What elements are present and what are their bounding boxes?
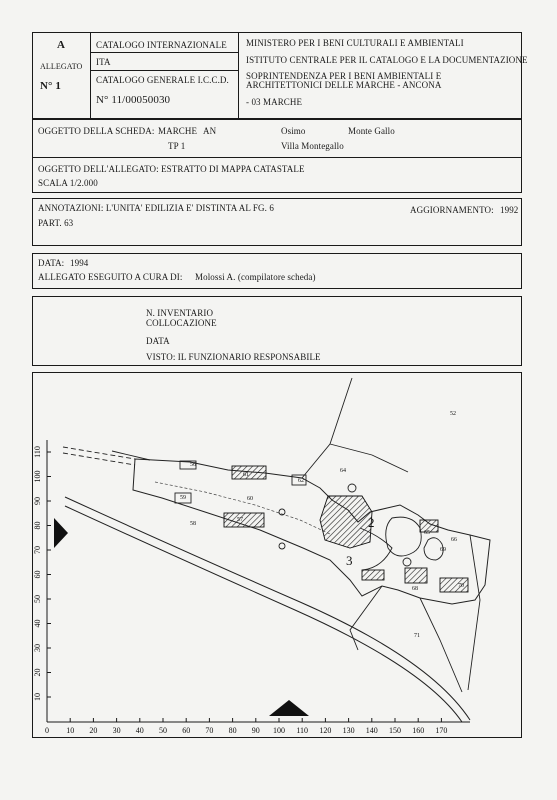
visto-label: VISTO: IL FUNZIONARIO RESPONSABILE xyxy=(146,352,321,362)
parcel-label: 60 xyxy=(247,496,253,502)
catalogo-ita: ITA xyxy=(96,57,111,67)
building-68 xyxy=(405,568,427,583)
data-label: DATA: xyxy=(38,258,65,268)
x-axis-tick-label: 30 xyxy=(112,726,121,735)
building-61 xyxy=(232,466,266,479)
oggetto-allegato-label: OGGETTO DELL'ALLEGATO: ESTRATTO DI MAPPA CATASTALE xyxy=(38,164,305,174)
ministero: MINISTERO PER I BENI CULTURALI E AMBIENTALI xyxy=(246,38,464,48)
x-axis-tick-label: 80 xyxy=(228,726,237,735)
parcel-label: 71 xyxy=(414,633,420,639)
allegato-label: ALLEGATO xyxy=(40,62,83,71)
region-code: - 03 MARCHE xyxy=(246,97,303,107)
parcel-label: 65 xyxy=(424,530,430,536)
x-axis-tick-label: 0 xyxy=(45,726,49,735)
parcel-label: 57 xyxy=(237,517,243,523)
soprintendenza-line1: SOPRINTENDENZA PER I BENI AMBIENTALI E xyxy=(246,71,442,81)
parcel-label: 52 xyxy=(450,411,456,417)
west-arrow-marker xyxy=(54,518,68,548)
building-small-a xyxy=(362,570,384,580)
parcel-label: 69 xyxy=(440,547,446,553)
catalogo-number: N° 11/00050030 xyxy=(96,94,171,106)
eseguito-label: ALLEGATO ESEGUITO A CURA DI: xyxy=(38,272,183,282)
y-axis-tick-label: 50 xyxy=(33,595,42,603)
y-axis-tick-label: 70 xyxy=(33,546,42,554)
parcel-label: 3 xyxy=(346,553,353,568)
y-axis-tick-label: 110 xyxy=(33,446,42,458)
x-axis-tick-label: 130 xyxy=(342,726,355,735)
parcel-label: 62 xyxy=(298,478,304,484)
south-arrow-marker xyxy=(269,700,309,716)
y-axis-tick-label: 60 xyxy=(33,570,42,579)
x-axis-tick-label: 150 xyxy=(389,726,401,735)
parcel-label: 59 xyxy=(180,495,186,501)
y-axis-tick-label: 10 xyxy=(33,693,42,701)
x-axis-tick-label: 160 xyxy=(412,726,425,735)
x-axis-tick-label: 40 xyxy=(135,726,144,735)
allegato-number: N° 1 xyxy=(40,80,61,92)
annotazioni-label: ANNOTAZIONI: L'UNITA' EDILIZIA E' DISTINTA AL FG. 6 xyxy=(38,203,274,213)
catalogo-internazionale: CATALOGO INTERNAZIONALE xyxy=(96,40,227,50)
y-axis-tick-label: 40 xyxy=(33,619,42,628)
annotazioni-part: PART. 63 xyxy=(38,218,74,228)
inventario-data-label: DATA xyxy=(146,336,170,346)
oggetto-denominazione: Villa Montegallo xyxy=(281,141,344,151)
parcel-label: 61 xyxy=(243,472,249,478)
oggetto-tipo: TP 1 xyxy=(168,141,186,151)
x-axis-tick-label: 50 xyxy=(159,726,167,735)
parcel-label: 2 xyxy=(368,515,375,530)
oggetto-province: AN xyxy=(203,126,217,136)
x-axis-tick-label: 10 xyxy=(66,726,75,735)
parcel-label: 64 xyxy=(340,468,346,474)
x-axis-tick-label: 90 xyxy=(251,726,260,735)
building-57 xyxy=(224,513,264,527)
y-axis-tick-label: 100 xyxy=(33,470,42,483)
y-axis-tick-label: 30 xyxy=(33,644,42,652)
oggetto-scala: SCALA 1/2.000 xyxy=(38,178,98,188)
x-axis-tick-label: 170 xyxy=(435,726,448,735)
y-axis-tick-label: 80 xyxy=(33,521,42,530)
y-axis-tick-label: 20 xyxy=(33,668,42,677)
building-main xyxy=(320,496,372,548)
aggiornamento-label: AGGIORNAMENTO: xyxy=(410,205,494,215)
x-axis-tick-label: 120 xyxy=(319,726,332,735)
eseguito-value: Molossi A. (compilatore scheda) xyxy=(195,272,316,282)
x-axis-tick-label: 110 xyxy=(296,726,309,735)
oggetto-comune: Osimo xyxy=(281,126,306,136)
inventario-label: N. INVENTARIO xyxy=(146,308,214,318)
x-axis-tick-label: 20 xyxy=(89,726,98,735)
parcel-label: 58 xyxy=(190,521,196,527)
allegato-letter: A xyxy=(57,39,66,51)
aggiornamento-value: 1992 xyxy=(500,205,519,215)
oggetto-scheda-label: OGGETTO DELLA SCHEDA: xyxy=(38,126,155,136)
parcel-label: 66 xyxy=(451,537,457,543)
x-axis-tick-label: 60 xyxy=(182,726,191,735)
x-axis-tick-label: 100 xyxy=(273,726,285,735)
soprintendenza-line2: ARCHITETTONICI DELLE MARCHE - ANCONA xyxy=(246,80,442,90)
catalogo-generale: CATALOGO GENERALE I.C.C.D. xyxy=(96,75,229,85)
data-value: 1994 xyxy=(70,258,89,268)
y-axis-tick-label: 90 xyxy=(33,497,42,505)
oggetto-region: MARCHE xyxy=(158,126,198,136)
x-axis-tick-label: 70 xyxy=(205,726,214,735)
parcel-label: 68 xyxy=(412,586,418,592)
collocazione-label: COLLOCAZIONE xyxy=(146,318,217,328)
parcel-label: 56 xyxy=(190,462,196,468)
x-axis-tick-label: 140 xyxy=(365,726,378,735)
istituto: ISTITUTO CENTRALE PER IL CATALOGO E LA DOCUMENTAZIONE xyxy=(246,55,528,65)
parcel-label: 70 xyxy=(458,583,464,589)
oggetto-localita: Monte Gallo xyxy=(348,126,395,136)
